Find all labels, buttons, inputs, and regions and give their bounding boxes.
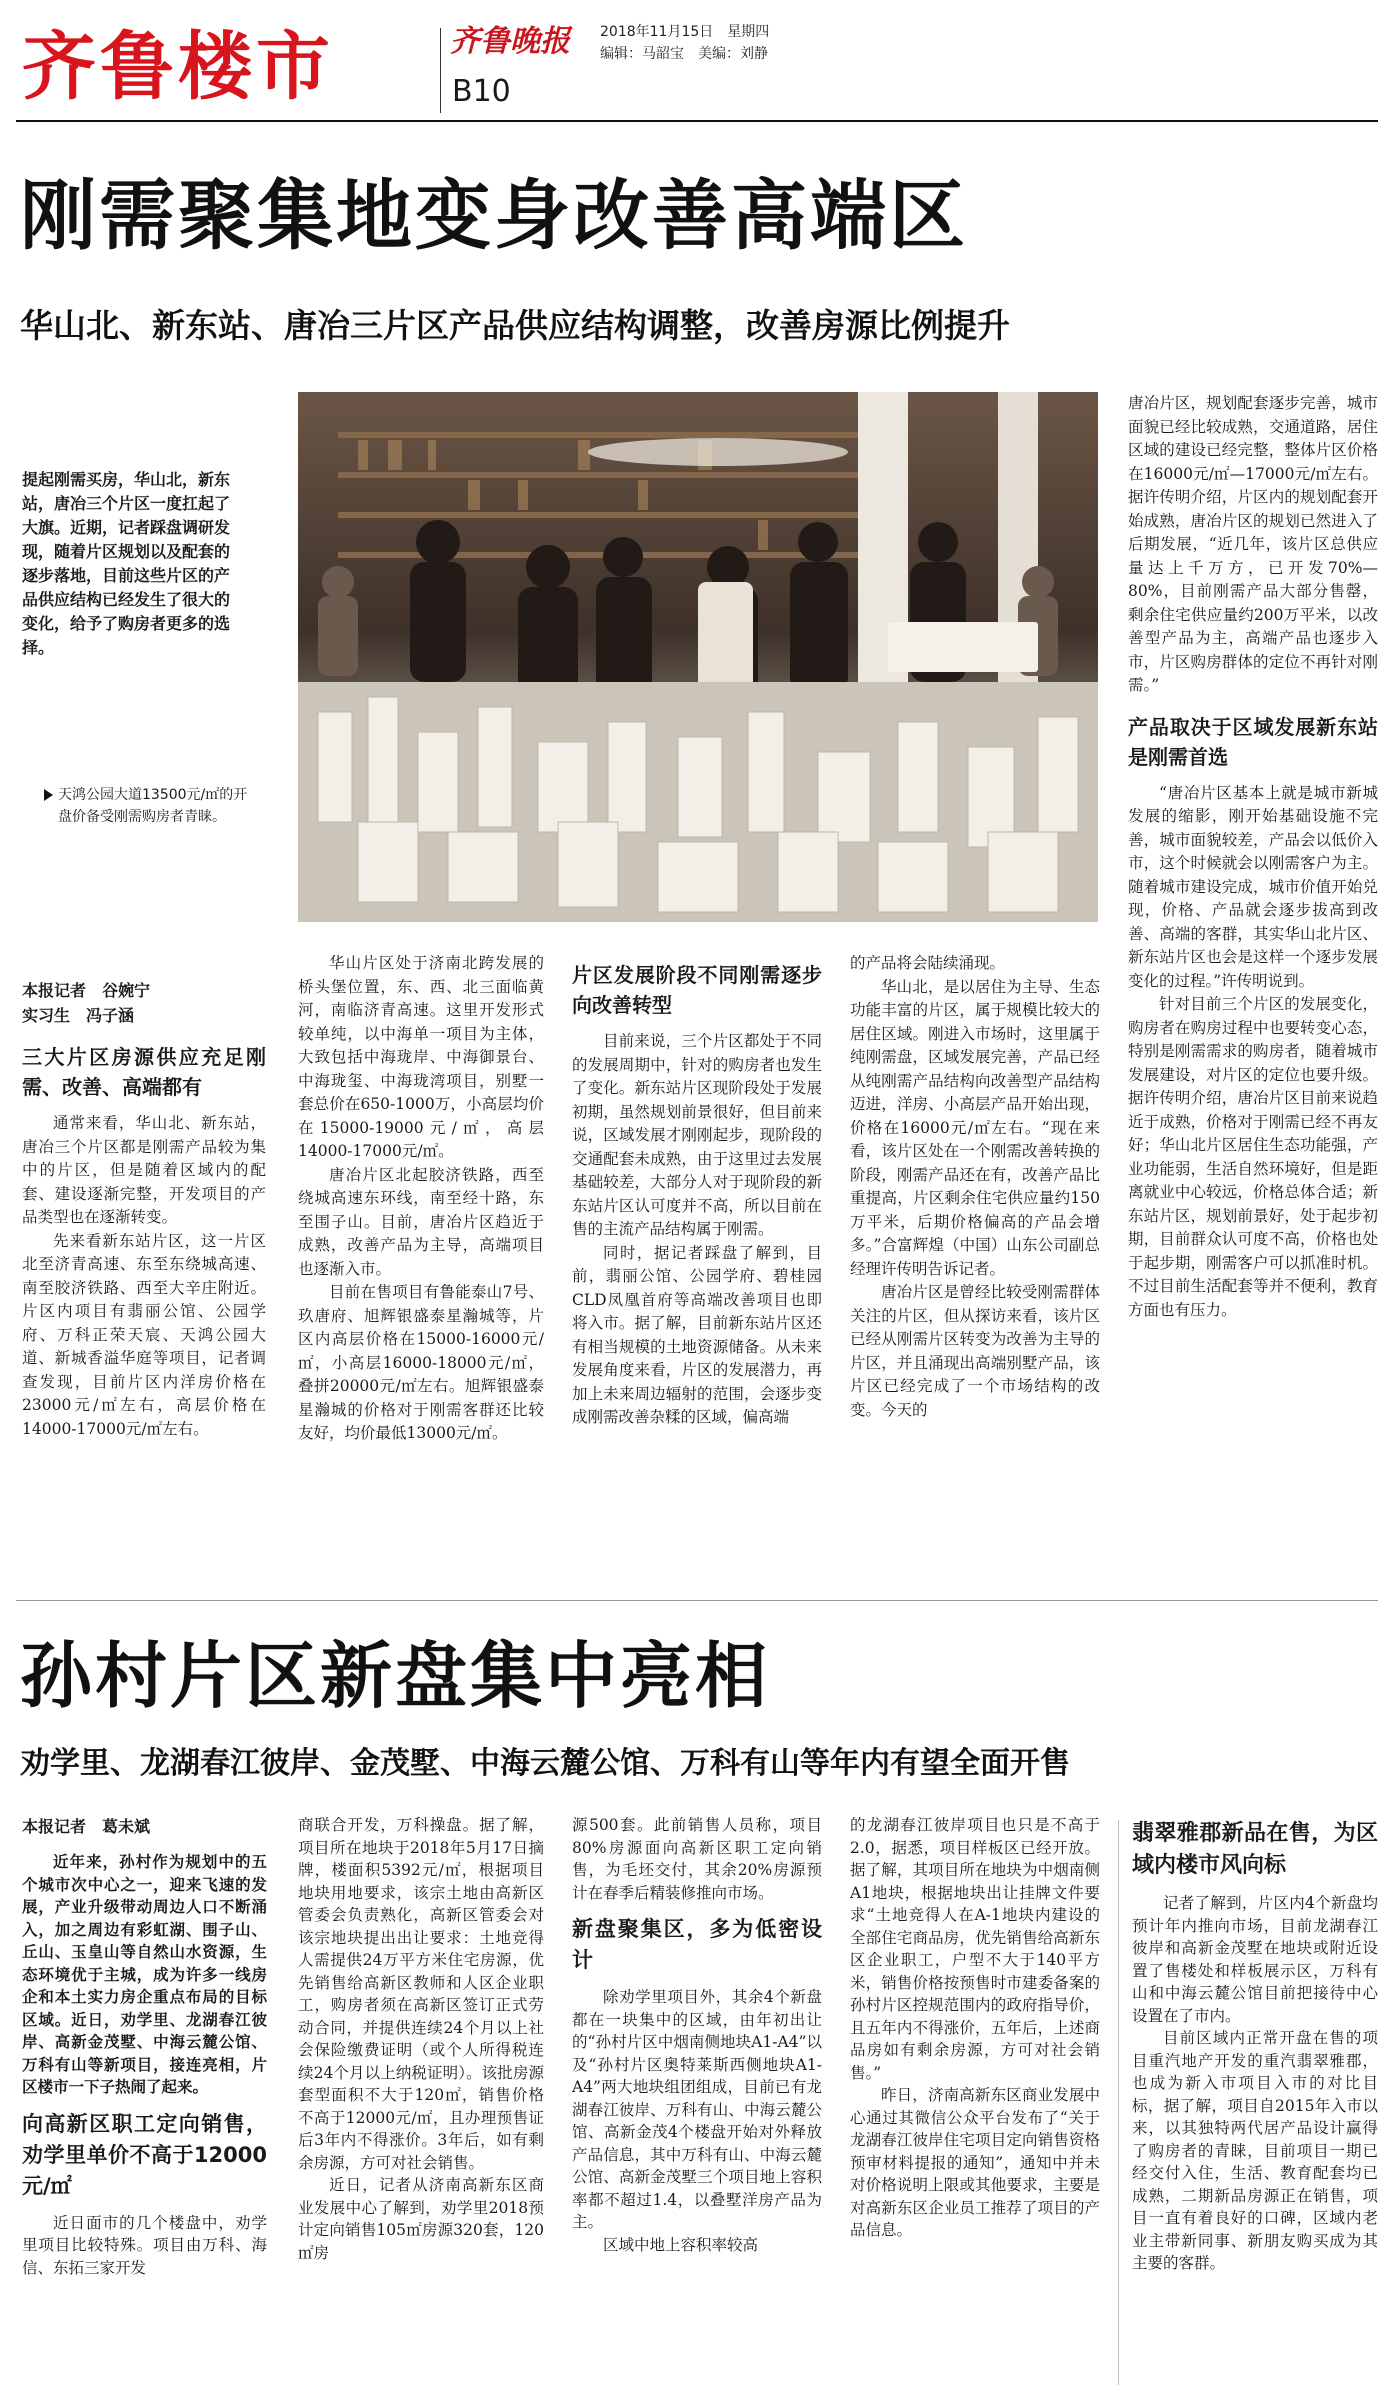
subhead-directed-sales: 向高新区职工定向销售，劝学里单价不高于12000元/㎡	[22, 2111, 267, 2198]
subhead-new-projects: 新盘聚集区，多为低密设计	[572, 1917, 822, 1972]
story2-headline: 孙村片区新盘集中亮相	[20, 1634, 771, 1718]
story2-column-1	[22, 1814, 267, 2389]
paragraph: 近日面市的几个楼盘中，劝学里项目比较特殊。项目由万科、海信、东拓三家开发	[22, 2213, 267, 2277]
caption-arrow-icon	[44, 789, 53, 801]
sales-center-photo	[298, 392, 1098, 922]
paragraph: 记者了解到，片区内4个新盘均预计年内推向市场，目前龙湖春江彼岸和高新金茂墅在地块或附近设置了售楼处和样板展示区，万科有山和中海云麓公馆目前把接待中心设置在了市内。	[1132, 1894, 1378, 2025]
story1-column-1	[22, 978, 266, 1580]
story1-column-4	[850, 952, 1100, 1582]
byline: 本报记者 谷婉宁 实习生 冯子涵	[22, 981, 151, 1025]
subhead-stage: 片区发展阶段不同刚需逐步向改善转型	[572, 963, 822, 1017]
paragraph: 针对目前三个片区的发展变化，购房者在购房过程中也要转变心态，特别是刚需需求的购房者，随着城市发展建设，对片区的定位也要升级。据许传明介绍，唐冶片区目前来说趋近于成熟，价格对于刚需已经不再友好；华山北片区居住生态功能强，产业功能弱，生活自然环境好，但是距离就业中心较远，价格总体合适；新东站片区，规划前景好，处于起步初期，目前群众认可度不高，价格也处于起步期，刚需客户可以抓准时机。不过目前生活配套等并不便利，教育方面也有压力。	[1128, 995, 1378, 1319]
paragraph: 目前区域内正常开盘在售的项目重汽地产开发的重汽翡翠雅郡，也成为新入市项目入市的对比目标，据了解，项目自2015年入市以来，以其独特两代居产品设计赢得了购房者的青睐，目前项目一期已经交付入住，生活、教育配套均已成熟，二期新品房源正在销售，项目一直有着良好的口碑，区域内老业主带新同事、新朋友购买成为其主要的客群。	[1132, 2029, 1378, 2272]
paragraph: 近日，记者从济南高新东区商业发展中心了解到，劝学里2018预计定向销售105㎡房源320套，120㎡房	[298, 2176, 544, 2262]
paragraph: 源500套。此前销售人员称，项目80%房源面向高新区职工定向销售，为毛坯交付，其余20%房源预计在春季后精装修推向市场。	[572, 1816, 822, 1902]
paragraph: 唐冶片区北起胶济铁路，西至绕城高速东环线，南至经十路，东至围子山。目前，唐冶片区趋近于成熟，改善产品为主导，高端项目也逐渐入市。	[298, 1165, 544, 1278]
story1-subheadline: 华山北、新东站、唐冶三片区产品供应结构调整，改善房源比例提升	[20, 306, 1010, 345]
paragraph: 的龙湖春江彼岸项目也只是不高于2.0，据悉，项目样板区已经开放。据了解，其项目所在地块为中烟南侧A1地块，根据地块出让挂牌文件要求“土地竞得人在A-1地块内建设的全部住宅商品房，优先销售给高新东区企业职工，户型不大于140平方米，销售价格按预售时市建委备案的孙村片区控规范围内的政府指导价，且五年内不得涨价，五年后，上述商品房如有剩余房源，方可对社会销售。”	[850, 1816, 1100, 2082]
story2-column-3	[572, 1814, 822, 2389]
section-title: 齐鲁楼市	[22, 24, 334, 110]
subhead-product: 产品取决于区域发展新东站是刚需首选	[1128, 714, 1378, 769]
photo-caption-text: 天鸿公园大道13500元/㎡的开盘价备受刚需购房者青睐。	[58, 787, 248, 825]
page-number: B10	[452, 74, 511, 109]
story2-column-5	[1132, 1814, 1378, 2389]
paragraph: 的产品将会陆续涌现。	[850, 954, 1006, 972]
paragraph: 商联合开发，万科操盘。据了解，项目所在地块于2018年5月17日摘牌，楼面积5392元/㎡，根据项目地块用地要求，该宗土地由高新区管委会负责熟化，高新区管委会对该宗地块提出出让要求：土地竞得人需提供24万平方米住宅房源，优先销售给高新区教师和人区企业职工，购房者须在高新区签订正式劳动合同，并提供连续24个月以上社会保险缴费证明（或个人所得税连续24个月以上纳税证明）。该批房源套型面积不大于120㎡，销售价格不高于12000元/㎡，且办理预售证后3年内不得涨价。3年后，如有剩余房源，方可对社会销售。	[298, 1816, 544, 2172]
paragraph: 区域中地上容积率较高	[603, 2235, 759, 2254]
subhead-supply: 三大片区房源供应充足刚需、改善、高端都有	[22, 1045, 266, 1099]
story2-column-2	[298, 1814, 544, 2389]
story1-column-5	[1128, 392, 1378, 1582]
paragraph: 昨日，济南高新东区商业发展中心通过其微信公众平台发布了“关于龙湖春江彼岸住宅项目定向销售资格预审材料提报的通知”，通知中并未对价格说明上限或其他要求，主要是对高新东区企业员工推荐了项目的产品信息。	[850, 2086, 1100, 2239]
paragraph: 华山片区处于济南北跨发展的桥头堡位置，东、西、北三面临黄河，南临济青高速。这里开发形式较单纯，以中海单一项目为主体，大致包括中海珑岸、中海御景台、中海珑玺、中海珑湾项目，别墅一套总价在650-1000万，小高层均价在15000-19000元/㎡，高层14000-17000元/㎡。	[298, 954, 544, 1160]
byline: 本报记者 葛未斌	[22, 1817, 151, 1836]
paragraph: 先来看新东站片区，这一片区北至济青高速、东至东绕城高速、南至胶济铁路、西至大辛庄附近。片区内项目有翡丽公馆、公园学府、万科正荣天宸、天鸿公园大道、新城香溢华庭等项目，记者调查发现，目前片区内洋房价格在23000元/㎡左右，高层价格在14000-17000元/㎡左右。	[22, 1231, 266, 1438]
newspaper-brand: 齐鲁晚报	[450, 24, 570, 59]
column-divider	[1118, 1820, 1119, 2385]
paragraph: 通常来看，华山北、新东站，唐冶三个片区都是刚需产品较为集中的片区，但是随着区域内的配套、建设逐渐完整，开发项目的产品类型也在逐渐转变。	[22, 1114, 266, 1226]
subhead-jade-yajun: 翡翠雅郡新品在售，为区域内楼市风向标	[1132, 1821, 1378, 1878]
photo-caption	[58, 784, 248, 828]
story1-column-2	[298, 952, 544, 1582]
story1-lede: 提起刚需买房，华山北，新东站，唐冶三个片区一度扛起了大旗。近期，记者踩盘调研发现，随着片区规划以及配套的逐步落地，目前这些片区的产品供应结构已经发生了很大的变化，给予了购房者更多的选择。	[22, 470, 231, 657]
date-line: 2018年11月15日 星期四	[600, 24, 770, 40]
story-separator	[16, 1600, 1378, 1601]
masthead-divider	[440, 28, 441, 113]
story1-headline: 刚需聚集地变身改善高端区	[20, 171, 968, 260]
paragraph: 除劝学里项目外，其余4个新盘都在一块集中的区域，由年初出让的“孙村片区中烟南侧地块A1-A4”以及“孙村片区奥特莱斯西侧地块A1-A4”两大地块组团组成，目前已有龙湖春江彼岸、万科有山、中海云麓公馆、高新金茂4个楼盘开始对外释放产品信息，其中万科有山、中海云麓公馆、高新金茂墅三个项目地上容积率都不超过1.4，以叠墅洋房产品为主。	[572, 1988, 822, 2231]
paragraph: 同时，据记者踩盘了解到，目前，翡丽公馆、公园学府、碧桂园CLD凤凰首府等高端改善项目也即将入市。据了解，目前新东站片区还有相当规模的土地资源储备。从未来发展角度来看，片区的发展潜力，再加上未来周边辐射的范围，会逐步变成刚需改善杂糅的区域，偏高端	[572, 1243, 822, 1426]
masthead-rule	[16, 120, 1378, 122]
story2-lede: 近年来，孙村作为规划中的五个城市次中心之一，迎来飞速的发展，产业升级带动周边人口不断涌入，加之周边有彩虹湖、围子山、丘山、玉皇山等自然山水资源，生态环境优于主城，成为许多一线房企和本土实力房企重点布局的目标区域。近日，劝学里、龙湖春江彼岸、高新金茂墅、中海云麓公馆、万科有山等新项目，接连亮相，片区楼市一下子热闹了起来。	[22, 1852, 267, 2096]
story2-subheadline: 劝学里、龙湖春江彼岸、金茂墅、中海云麓公馆、万科有山等年内有望全面开售	[20, 1746, 1070, 1781]
paragraph: 华山北，是以居住为主导、生态功能丰富的片区，属于规模比较大的居住区域。刚进入市场时，这里属于纯刚需盘，区域发展完善，产品已经从纯刚需产品结构向改善型产品结构迈进，洋房、小高层产品开始出现，价格在16000元/㎡左右。“现在来看，该片区处在一个刚需改善转换的阶段，刚需产品还在有，改善产品比重提高，片区剩余住宅供应量约150万平米，后期价格偏高的产品会增多。”合富辉煌（中国）山东公司副总经理许传明告诉记者。	[850, 977, 1100, 1278]
paragraph: 目前来说，三个片区都处于不同的发展周期中，针对的购房者也发生了变化。新东站片区现阶段处于发展初期，虽然规划前景很好，但目前来说，区域发展才刚刚起步，现阶段的交通配套未成熟，由于这里过去发展基础较差，大部分人对于现阶段的新东站片区认可度并不高，所以目前在售的主流产品结构属于刚需。	[572, 1032, 822, 1238]
paragraph: 唐冶片区是曾经比较受刚需群体关注的片区，但从探访来看，该片区已经从刚需片区转变为改善为主导的片区，并且涌现出高端别墅产品，该片区已经完成了一个市场结构的改变。今天的	[850, 1283, 1100, 1419]
story1-column-3	[572, 952, 822, 1582]
paragraph: “唐冶片区基本上就是城市新城发展的缩影，刚开始基础设施不完善，城市面貌较差，产品会以低价入市，这个时候就会以刚需客户为主。随着城市建设完成，城市价值开始兑现，价格、产品就会逐步拔高到改善、高端的客群，其实华山北片区、新东站片区也会是这样一个逐步发展变化的过程。”许传明说到。	[1128, 783, 1378, 990]
editor-line: 编辑：马韶宝 美编：刘静	[600, 46, 768, 62]
paragraph: 唐冶片区，规划配套逐步完善，城市面貌已经比较成熟，交通道路，居住区域的建设已经完整，整体片区价格在16000元/㎡—17000元/㎡左右。据许传明介绍，片区内的规划配套开始成熟，唐冶片区的规划已然进入了后期发展，“近几年，该片区总供应量达上千万方，已开发70%—80%，目前刚需产品大部分售罄，剩余住宅供应量约200万平米，以改善型产品为主，高端产品也逐步入市，片区购房群体的定位不再针对刚需。”	[1128, 394, 1378, 694]
paragraph: 目前在售项目有鲁能泰山7号、玖唐府、旭辉银盛泰星瀚城等，片区内高层价格在15000-16000元/㎡，小高层16000-18000元/㎡，叠拼20000元/㎡左右。旭辉银盛泰星瀚城的价格对于刚需客群还比较友好，均价最低13000元/㎡。	[298, 1283, 544, 1442]
story2-column-4	[850, 1814, 1100, 2389]
